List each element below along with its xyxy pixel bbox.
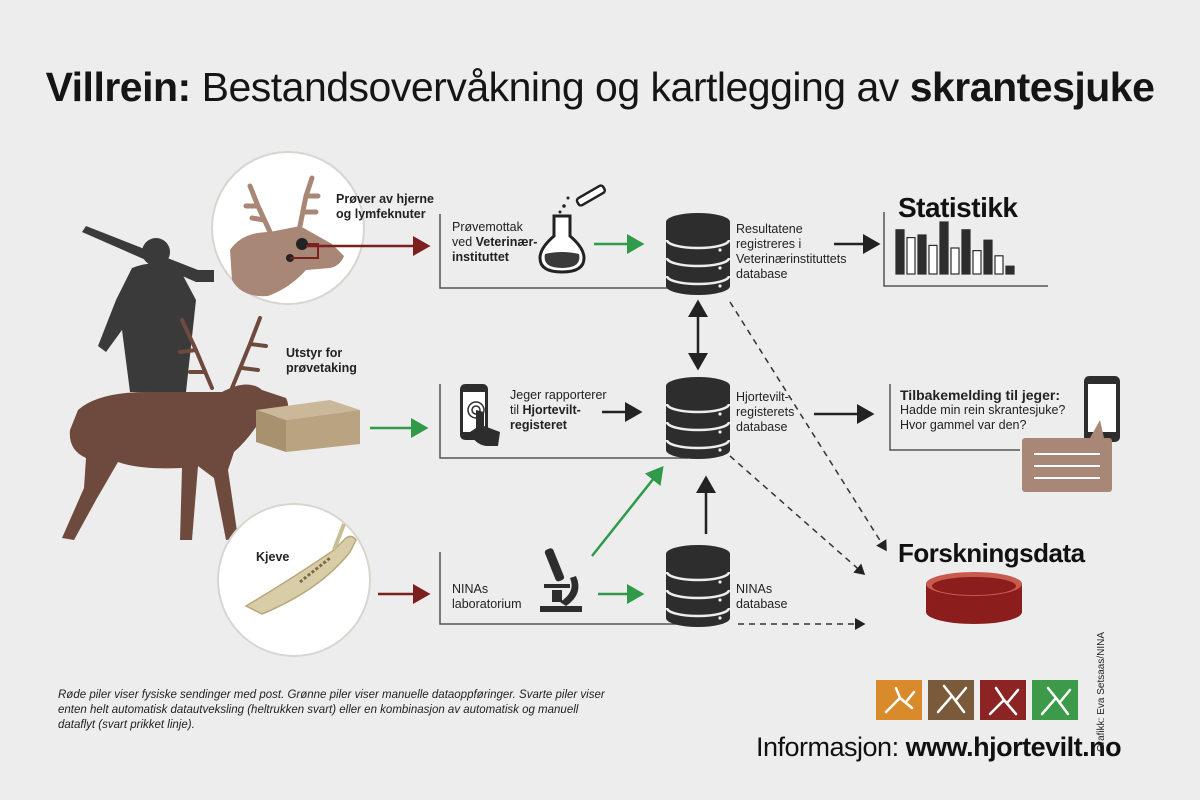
research-heading: Forskningsdata [898,538,1085,568]
hjortevilt-db-line2: registerets [736,405,795,419]
reception-line3-bold: instituttet [452,250,509,264]
brain-label-line1: Prøver av hjerne [336,192,434,206]
statistics-bar [940,222,948,274]
legend-caption: Røde piler viser fysiske sendinger med post. Grønne piler viser manuelle dataoppføringer. Svarte piler viser enten helt automatisk datautveksling (heltrukken svart) eller en kombinasjon av automatisk og manuell dataflyt (svart prikket linje). [58,689,605,731]
hjortevilt-db-label [736,390,794,435]
statistics-bar [951,248,959,274]
feedback-question-1: Hadde min rein skrantesjuke? [900,403,1066,417]
equipment-line2: prøvetaking [286,361,357,375]
title-middle: Bestandsovervåkning og kartlegging av [201,64,899,110]
feedback-title: Tilbakemelding til jeger: [900,387,1061,403]
statistics-bar [1006,266,1014,274]
vet-db-label [736,222,846,282]
hunter-line2-prefix: til [510,403,523,417]
statistics-bar [929,245,937,274]
green-arrow-diagonal [592,468,662,556]
hunter-line1: Jeger rapporterer [510,388,607,402]
database-icon-hjortevilt [666,377,730,459]
graphic-credit: Grafikk: Eva Setsaas/NINA [1096,631,1107,752]
info-url-link[interactable]: www.hjortevilt.no [905,732,1122,762]
nina-db-line1: NINAs [736,582,773,596]
statistics-bar [984,240,992,274]
hjortevilt-db-line1: Hjortevilt- [736,390,789,404]
bar-chart-icon [896,222,1014,274]
hunter-line3-bold: registeret [510,418,567,432]
reception-line2-bold: Veterinær- [475,235,538,249]
statistics-bar [907,238,915,274]
jawbone-icon [218,504,370,656]
microscope-icon [540,547,582,612]
lab-label [452,582,521,612]
vet-db-line3: Veterinærinstituttets [736,252,847,266]
vet-db-line2: registreres i [736,237,802,251]
reception-label [452,220,537,265]
brain-sample-label [336,192,434,222]
logo-tiles-icon [876,680,1078,720]
research-database-icon [926,572,1022,624]
hjortevilt-db-line3: database [736,420,788,434]
vet-db-line1: Resultatene [736,222,803,236]
hunter-report-label [510,388,607,433]
info-prefix: Informasjon: [756,732,899,762]
reindeer-head-icon [212,152,364,304]
statistics-heading: Statistikk [898,192,1018,223]
equipment-label [286,346,357,376]
statistics-bar [973,251,981,274]
reception-line1: Prøvemottak [452,220,523,234]
hunter-silhouette-icon [82,226,214,392]
vet-db-line4: database [736,267,788,281]
statistics-bar [995,256,1003,274]
flask-icon [540,185,606,272]
reception-line2-prefix: ved [452,235,476,249]
title-lead: Villrein: [45,64,191,110]
nina-db-line2: database [736,597,788,611]
feedback-question-2: Hvor gammel var den? [900,418,1027,432]
lab-line2: laboratorium [452,597,522,611]
phone-touch-icon [460,384,500,446]
statistics-bar [896,230,904,274]
hunter-line2-bold: Hjortevilt- [522,403,581,417]
lab-line1: NINAs [452,582,489,596]
database-icon-vet [666,213,730,295]
equipment-line1: Utstyr for [286,346,343,360]
statistics-bar [918,235,926,274]
statistics-bar [962,230,970,274]
dashed-arrow-hjortevilt-research [730,456,864,574]
jaw-label: Kjeve [256,550,290,564]
title-tail: skrantesjuke [909,64,1155,110]
nina-db-label [736,582,787,612]
database-icon-nina [666,545,730,627]
feedback-block [900,388,1065,433]
info-line [756,732,1121,763]
brain-label-line2: og lymfeknuter [336,207,426,221]
